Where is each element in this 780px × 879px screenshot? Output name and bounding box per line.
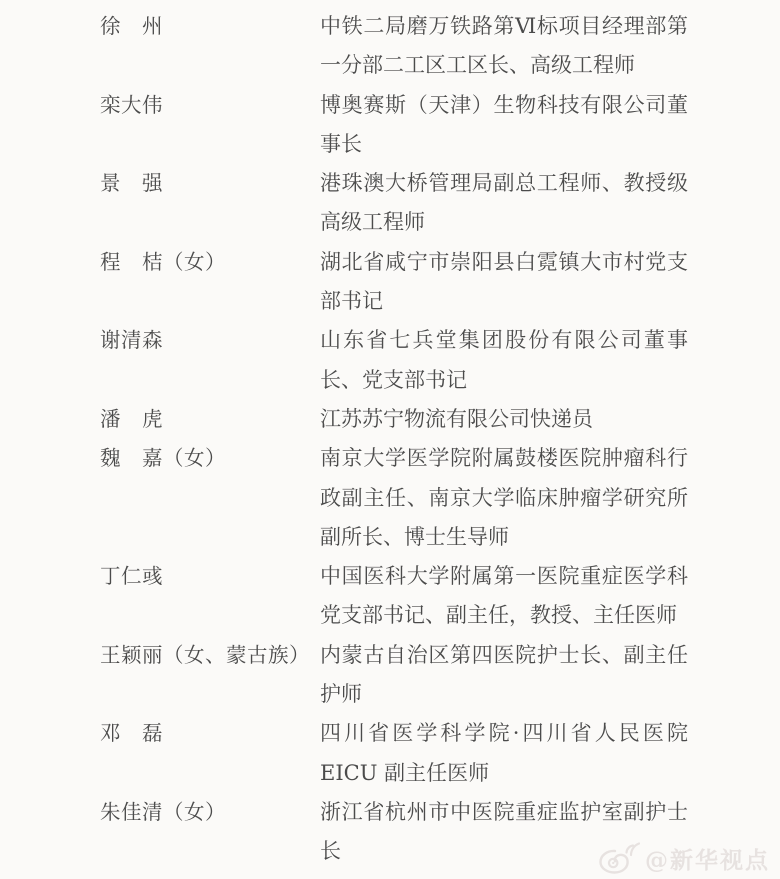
list-item	[100, 243, 700, 322]
person-title: 山东省七兵堂集团股份有限公司董事长、党支部书记	[320, 328, 688, 392]
person-name: 潘 虎	[100, 406, 163, 431]
list-item	[100, 7, 700, 86]
person-name: 魏 嘉（女）	[100, 446, 226, 471]
honoree-list	[100, 7, 700, 872]
person-name: 丁仁彧	[100, 564, 163, 589]
person-name: 谢清森	[100, 328, 163, 353]
list-item	[100, 557, 700, 636]
person-name: 程 桔（女）	[100, 249, 226, 274]
person-title: 南京大学医学院附属鼓楼医院肿瘤科行政副主任、南京大学临床肿瘤学研究所副所长、博士生导师	[320, 446, 688, 549]
person-name: 朱佳清（女）	[100, 799, 226, 824]
person-title: 中国医科大学附属第一医院重症医学科党支部书记、副主任，教授、主任医师	[320, 564, 688, 628]
person-title: 浙江省杭州市中医院重症监护室副护士长	[320, 799, 688, 864]
list-item	[100, 164, 700, 243]
list-item	[100, 636, 700, 715]
person-title: 内蒙古自治区第四医院护士长、副主任护师	[320, 642, 688, 707]
person-title: 中铁二局磨万铁路第Ⅵ标项目经理部第一分部二工区工区长、高级工程师	[320, 14, 688, 78]
person-title: 湖北省咸宁市崇阳县白霓镇大市村党支部书记	[320, 249, 688, 314]
person-name: 徐 州	[100, 14, 163, 38]
list-item	[100, 321, 700, 400]
watermark-handle: @新华视点	[645, 846, 770, 874]
person-title: 四川省医学科学院·四川省人民医院EICU 副主任医师	[320, 721, 688, 785]
person-name: 栾大伟	[100, 92, 163, 117]
list-item	[100, 439, 700, 557]
person-name: 邓 磊	[100, 721, 163, 746]
person-title: 港珠澳大桥管理局副总工程师、教授级高级工程师	[320, 171, 688, 235]
person-title: 江苏苏宁物流有限公司快递员	[320, 406, 593, 431]
list-item	[100, 714, 700, 793]
person-title: 博奥赛斯（天津）生物科技有限公司董事长	[320, 92, 688, 156]
weibo-icon	[598, 841, 640, 875]
person-name: 景 强	[100, 171, 163, 196]
list-item	[100, 400, 700, 439]
list-item	[100, 86, 700, 165]
person-name: 王颖丽（女、蒙古族）	[100, 642, 310, 667]
watermark	[598, 841, 770, 875]
